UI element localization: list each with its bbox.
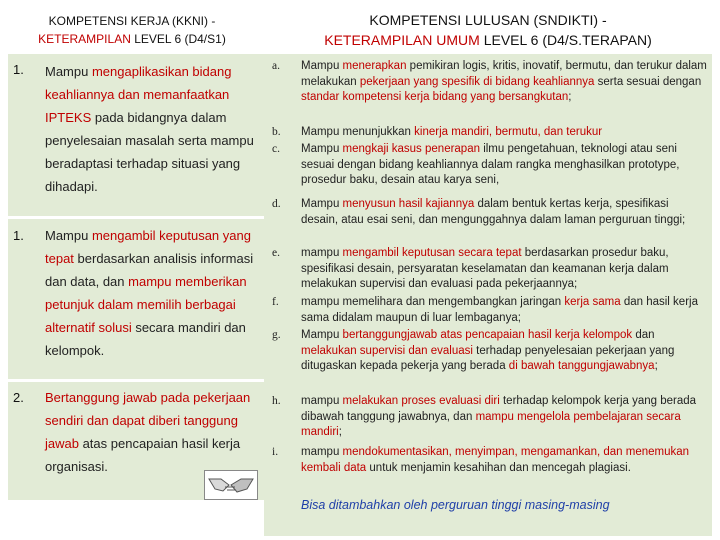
item-text bbox=[301, 394, 707, 441]
text-segment: dan hasil kerja sama didalam maupun di luar lembaganya; bbox=[301, 296, 698, 324]
item-text bbox=[301, 246, 707, 293]
item-text bbox=[301, 295, 707, 326]
left-title-rest: LEVEL 6 (D4/S1) bbox=[130, 32, 226, 46]
text-segment: berdasarkan prosedur baku, spesifikasi desain, persyaratan keselamatan dan keamanan kerja dalam melakukan supervisi dan evaluasi pada pekerjaannya; bbox=[301, 247, 669, 290]
highlighted-text: pekerjaan yang spesifik di bidang keahliannya bbox=[359, 75, 595, 88]
item-text bbox=[301, 197, 707, 228]
text-segment: Mampu bbox=[301, 60, 343, 72]
right-column-title bbox=[268, 10, 708, 50]
item-letter: c. bbox=[272, 143, 280, 155]
highlighted-text: mengambil keputusan secara tepat bbox=[342, 247, 522, 259]
item-text bbox=[301, 59, 707, 106]
text-segment: dan bbox=[632, 329, 655, 341]
text-segment: Mampu bbox=[301, 143, 343, 155]
highlighted-text: menyusun hasil kajiannya bbox=[342, 198, 475, 210]
highlighted-text: bertanggungjawab atas pencapaian hasil kerja kelompok bbox=[342, 329, 633, 341]
left-column-title bbox=[8, 12, 256, 48]
text-segment: Mampu bbox=[45, 64, 92, 79]
text-segment: secara mandiri dan kelompok. bbox=[45, 320, 246, 358]
text-segment: mampu bbox=[301, 247, 343, 259]
section-divider bbox=[8, 216, 264, 219]
highlighted-text: mengaplikasikan bidang keahliannya dan memanfaatkan IPTEKS bbox=[45, 64, 232, 125]
text-segment: Mampu bbox=[301, 198, 343, 210]
text-segment: ; bbox=[654, 360, 658, 372]
footnote: Bisa ditambahkan oleh perguruan tinggi masing-masing bbox=[301, 498, 610, 512]
item-letter: i. bbox=[272, 446, 279, 458]
highlighted-text: melakukan proses evaluasi diri bbox=[342, 395, 500, 407]
highlighted-text: Bertanggung jawab pada pekerjaan sendiri dan dapat diberi tanggung jawab bbox=[45, 390, 251, 451]
kkni-competency-panel bbox=[8, 54, 264, 500]
sndikti-competency-panel bbox=[264, 54, 712, 536]
right-title-highlight: KETERAMPILAN UMUM bbox=[324, 32, 480, 48]
item-letter: b. bbox=[272, 126, 281, 138]
left-title-line1: KOMPETENSI KERJA (KKNI) - bbox=[48, 14, 216, 28]
item-letter: a. bbox=[272, 60, 280, 72]
item-number: 2. bbox=[13, 390, 24, 405]
highlighted-text: kinerja mandiri, bermutu, dan terukur bbox=[414, 126, 603, 138]
highlighted-text: mendokumentasikan, menyimpan, mengamankan, dan menemukan kembali data bbox=[301, 446, 690, 474]
text-segment: mampu memelihara dan mengembangkan jaringan bbox=[301, 296, 565, 308]
text-segment: berdasarkan analisis informasi dan data, dan bbox=[45, 251, 254, 289]
handshake-icon bbox=[204, 470, 258, 500]
item-number: 1. bbox=[13, 228, 24, 243]
item-text bbox=[45, 224, 260, 362]
text-segment: atas pencapaian hasil kerja organisasi. bbox=[45, 436, 241, 474]
right-title-rest: LEVEL 6 (D4/S.TERAPAN) bbox=[479, 32, 652, 48]
text-segment: Mampu bbox=[301, 329, 343, 341]
text-segment: mampu bbox=[301, 395, 343, 407]
text-segment: ; bbox=[338, 426, 342, 438]
text-segment: pemikiran logis, kritis, inovatif, bermutu, dan terukur dalam melakukan bbox=[301, 60, 707, 88]
text-segment: ; bbox=[568, 91, 572, 103]
text-segment: terhadap penyelesaian pekerjaan yang ditugaskan kepada pekerja yang berada bbox=[301, 344, 675, 372]
highlighted-text: standar kompetensi kerja bidang yang bersangkutan bbox=[301, 91, 569, 103]
highlighted-text: mengambil keputusan yang tepat bbox=[45, 228, 251, 266]
item-number: 1. bbox=[13, 62, 24, 77]
item-text bbox=[301, 328, 707, 375]
text-segment: Mampu bbox=[45, 228, 92, 243]
text-segment: Mampu menunjukkan bbox=[301, 126, 415, 138]
item-text bbox=[45, 60, 260, 198]
highlighted-text: mengkaji kasus penerapan bbox=[342, 143, 480, 155]
item-letter: h. bbox=[272, 395, 281, 407]
item-letter: f. bbox=[272, 296, 279, 308]
text-segment: ilmu pengetahuan, teknologi atau seni sesuai dengan bidang keahliannya dalam rangka menghasilkan prototype, prosedur baku, desain atau karya seni, bbox=[301, 143, 680, 186]
highlighted-text: mampu memberikan petunjuk dalam memilih berbagai alternatif solusi bbox=[45, 274, 247, 335]
item-letter: e. bbox=[272, 247, 280, 259]
left-title-line2 bbox=[8, 30, 256, 48]
highlighted-text: kerja sama bbox=[564, 296, 621, 308]
text-segment: mampu bbox=[301, 446, 343, 458]
item-text bbox=[45, 386, 260, 478]
section-divider bbox=[8, 379, 264, 382]
item-text bbox=[301, 445, 707, 476]
right-title-line1: KOMPETENSI LULUSAN (SNDIKTI) - bbox=[369, 12, 607, 28]
item-text bbox=[301, 125, 707, 141]
highlighted-text: melakukan supervisi dan evaluasi bbox=[301, 344, 473, 357]
text-segment: untuk menjamin kesahihan dan mencegah plagiasi. bbox=[366, 461, 631, 474]
highlighted-text: mampu mengelola pembelajaran secara mandiri bbox=[301, 410, 681, 438]
item-letter: g. bbox=[272, 329, 281, 341]
text-segment: serta sesuai dengan bbox=[594, 75, 702, 88]
text-segment: terhadap kelompok kerja yang berada dibawah tanggung jawabnya, dan bbox=[301, 395, 697, 423]
right-title-line2 bbox=[268, 30, 708, 50]
highlighted-text: menerapkan bbox=[342, 60, 407, 72]
text-segment: pada bidangnya dalam penyelesaian masalah serta mampu beradaptasi terhadap situasi yang dihadapi. bbox=[45, 110, 254, 194]
item-text bbox=[301, 142, 707, 189]
highlighted-text: di bawah tanggungjawabnya bbox=[508, 360, 655, 372]
text-segment: dalam bentuk kertas kerja, spesifikasi desain, atau esai seni, dan mengunggahnya dalam laman perguruan tinggi; bbox=[301, 198, 686, 226]
left-title-highlight: KETERAMPILAN bbox=[38, 32, 131, 46]
item-letter: d. bbox=[272, 198, 281, 210]
